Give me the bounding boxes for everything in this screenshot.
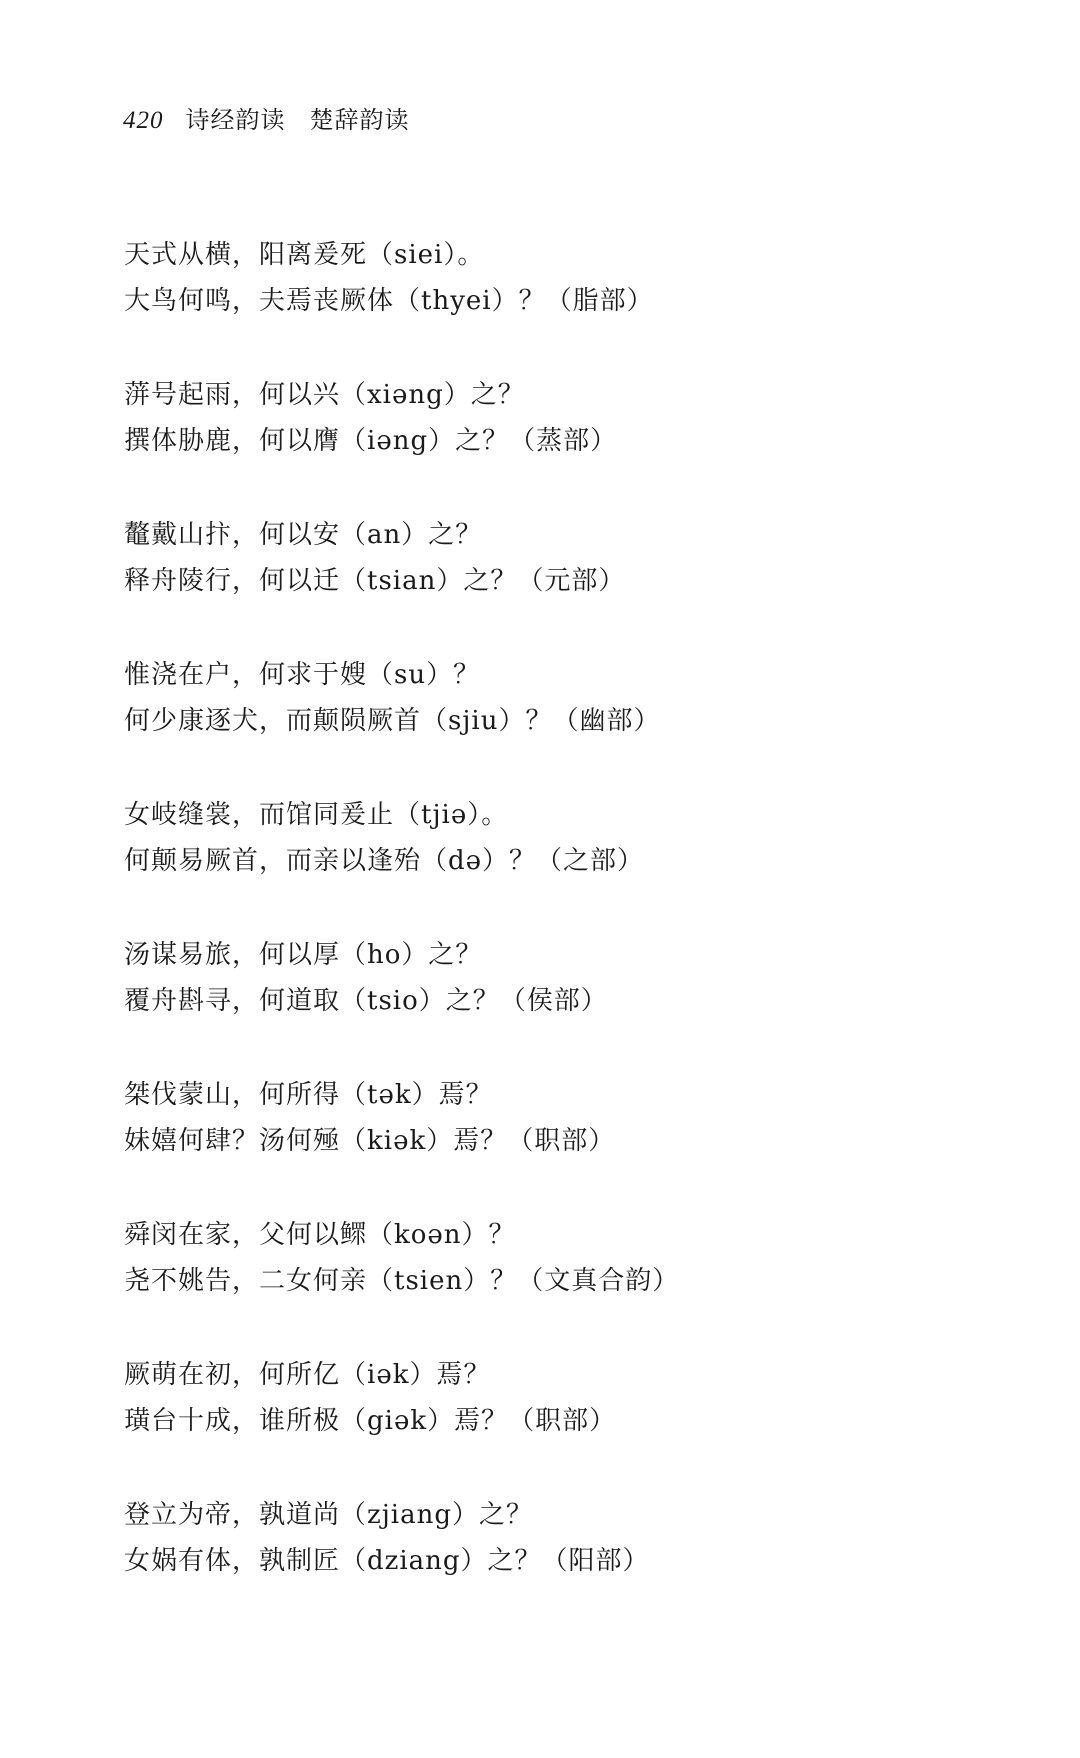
verse-line: 惟浇在户，何求于嫂（su）？ (124, 660, 481, 690)
verse-line: 何颠易厥首，而亲以逢殆（də）？（之部） (124, 846, 645, 876)
stanza (124, 372, 1024, 512)
running-header (123, 100, 410, 135)
stanza (124, 1492, 1024, 1632)
verse-line: 鼇戴山抃，何以安（an）之？ (124, 520, 483, 550)
verse-line: 女岐缝裳，而馆同爰止（tjiə）。 (124, 800, 509, 830)
verse-line: 覆舟斟寻，何道取（tsio）之？（侯部） (124, 986, 608, 1016)
verse-line: 妹嬉何肆？汤何殛（kiək）焉？（职部） (124, 1126, 616, 1156)
verse-line: 厥萌在初，何所亿（iək）焉？ (124, 1360, 491, 1390)
verse-line: 尧不姚告，二女何亲（tsien）？（文真合韵） (124, 1266, 680, 1296)
verse-line: 大鸟何鸣，夫焉丧厥体（thyei）？（脂部） (124, 286, 654, 316)
page-number: 420 (123, 107, 164, 134)
verse-line: 蓱号起雨，何以兴（xiəng）之？ (124, 380, 525, 410)
stanza (124, 932, 1024, 1072)
stanza (124, 1072, 1024, 1212)
verse-line: 登立为帝，孰道尚（zjiang）之？ (124, 1500, 533, 1530)
verse-line: 舜闵在家，父何以鳏（koən）？ (124, 1220, 516, 1250)
poem-body (124, 232, 1024, 1632)
verse-line: 释舟陵行，何以迁（tsian）之？（元部） (124, 566, 626, 596)
stanza (124, 1212, 1024, 1352)
verse-line: 女娲有体，孰制匠（dziang）之？（阳部） (124, 1546, 650, 1576)
verse-line: 何少康逐犬，而颠陨厥首（sjiu）？（幽部） (124, 706, 661, 736)
stanza (124, 232, 1024, 372)
verse-line: 天式从横，阳离爰死（siei）。 (124, 240, 485, 270)
verse-line: 撰体胁鹿，何以膺（iəng）之？（蒸部） (124, 426, 618, 456)
stanza (124, 792, 1024, 932)
verse-line: 桀伐蒙山，何所得（tək）焉？ (124, 1080, 493, 1110)
stanza (124, 512, 1024, 652)
section-title: 楚辞韵读 (309, 106, 410, 134)
verse-line: 汤谋易旅，何以厚（ho）之？ (124, 940, 483, 970)
book-title: 诗经韵读 (185, 106, 286, 134)
stanza (124, 652, 1024, 792)
verse-line: 璜台十成，谁所极（giək）焉？（职部） (124, 1406, 617, 1436)
stanza (124, 1352, 1024, 1492)
